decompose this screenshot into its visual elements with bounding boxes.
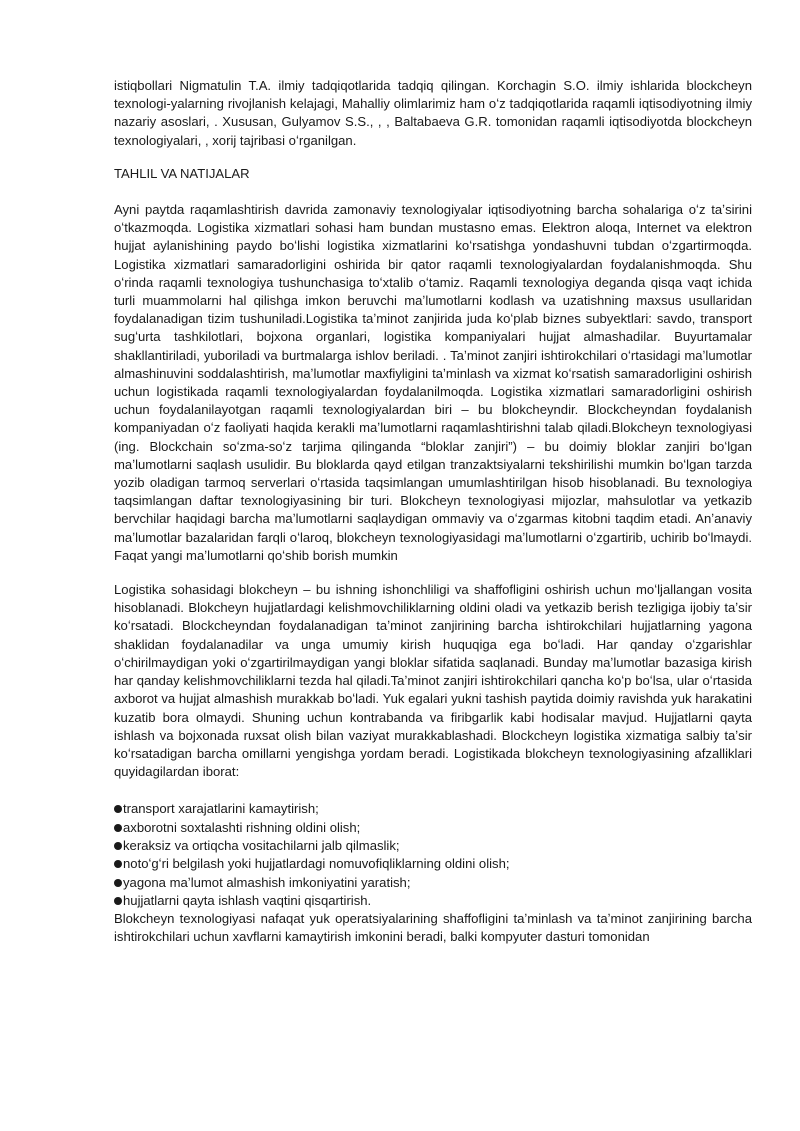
list-item: [114, 855, 752, 873]
list-item-text: keraksiz va ortiqcha vositachilarni jalb qilmaslik;: [123, 837, 400, 853]
body-paragraph-1: Ayni paytda raqamlashtirish davrida zamonaviy texnologiyalar iqtisodiyotning barcha sohalariga oʻz taʼsirini oʻtkazmoqda. Logistika xizmatlari sohasi ham bundan mustasno emas. Elektron aloqa, Internet va elektron hujjat aylanishining paydo boʻlishi logistika xizmatlarini koʻrsatishga yondashuvni tubdan oʻzgartirmoqda. Logistika xizmatlari samaradorligini oshirida bir qator raqamli texnologiyalardan foydalanishmoqda. Shu oʻrinda raqamli texnologiya tushunchasiga toʻxtalib oʻtamiz. Raqamli texnologiya deganda qisqa vaqt ichida turli muammolarni hal qilishga imkon beruvchi maʼlumotlarni kodlash va uzatishning maxsus usullaridan foydalanadigan tizim tushuniladi.Logistika taʼminot zanjirida juda koʻplab biznes subyektlari: savdo, transport sugʻurta tashkilotlari, bojxona organlari, logistika kompaniyalari hujjat almashadilar. Buyurtamalar shakllantiriladi, yuboriladi va burtmalarga ishlov beriladi. . Taʼminot zanjiri ishtirokchilari oʻrtasidagi maʼlumotlar almashinuvini soddalashtirish, maʼlumotlar maxfiyligini taʼminlash va xizmat koʻrsatish samaradorligini oshirish uchun logistikada raqamli texnologiyalardan foydalanilmoqda. Logistika xizmatlari samaradorligini oshirish uchun foydalanilayotgan raqamli texnologiyalardan biri – bu blokcheyndir. Blockcheyndan foydalanish kompaniyadan oʻz faoliyati haqida kerakli maʼlumotlarni raqamlashtirishni talab qiladi.Blokcheyn texnologiyasi (ing. Blockchain soʻzma-soʻz tarjima qilinganda “bloklar zanjiri”) – bu doimiy bloklar zanjiri boʻlgan maʼlumotlarni saqlash usulidir. Bu bloklarda qayd etilgan tranzaktsiyalarni tekshirilishi mumkin boʻlgan tarzda yozib oladigan tarmoq serverlari oʻrtasida taqsimlangan umumlashtirilgan hisob hisoblanadi. Bu texnologiya taqsimlangan daftar texnologiyasining bir turi. Blokcheyn texnologiyasi mijozlar, mahsulotlar va yetkazib bervchilar haqidagi barcha maʼlumotlarni saqlaydigan ommaviy va oʻzgarmas kitobni taqdim etadi. Anʼanaviy maʼlumotlar bazalaridan farqli oʻlaroq, blokcheyn texnologiyasidagi maʼlumotlarni oʻzgartirib, uchirib boʻlmaydi. Faqat yangi maʼlumotlarni qoʻshib borish mumkin: [114, 202, 752, 563]
section-heading: TAHLIL VA NATIJALAR: [114, 165, 250, 181]
list-item-text: yagona maʼlumot almashish imkoniyatini yaratish;: [123, 874, 411, 890]
body-paragraph-2: Logistika sohasidagi blokcheyn – bu ishning ishonchliligi va shaffofligini oshirish uchun moʻljallangan vosita hisoblanadi. Blokcheyn hujjatlardagi kelishmovchiliklarning oldini oladi va yetkazib berish tezligiga ijobiy taʼsir koʻrsatadi. Blockcheyndan foydalanadigan taʼminot zanjirining barcha ishtirokchilari hujjatlarning yagona shaklidan foydalanadilar va unga umumiy kirish huquqiga ega boʻladi. Har qanday oʻzgarishlar oʻchirilmaydigan yoki oʻzgartirilmaydigan yangi bloklar sifatida saqlanadi. Bunday maʼlumotlar bazasiga kirish har qanday kelishmovchiliklarni tezda hal qiladi.Taʼminot zanjiri ishtirokchilari qancha koʻp boʻlsa, ular oʻrtasida axborot va hujjat almashish murakkab boʻladi. Yuk egalari yukni tashish paytida doimiy ravishda yuk harakatini kuzatib bora olmaydi. Shuning uchun kontrabanda va firibgarlik kabi hodisalar mavjud. Hujjatlarni qayta ishlash va bojxonada ruxsat olish bilan vaziyat murakkablashadi. Blockcheyn logistika xizmatiga salbiy taʼsir koʻrsatadigan barcha omillarni yengishga yordam beradi. Logistikada blokcheyn texnologiyasining afzalliklari quyidagilardan iborat:: [114, 582, 752, 780]
list-item: [114, 892, 752, 910]
list-item: [114, 819, 752, 837]
list-item: [114, 800, 752, 818]
intro-paragraph: istiqbollari Nigmatulin T.A. ilmiy tadqiqotlarida tadqiq qilingan. Korchagin S.O. ilmiy ishlarida blockcheyn texnologi-yalarning rivojlanish kelajagi, Mahalliy olimlarimiz ham oʻz tadqiqotlarida raqamli iqtisodiyotning ilmiy nazariy asoslari, . Xususan, Gulyamov S.S., , , Baltabaeva G.R. tomonidan raqamli iqtisodiyotda blockcheyn texnologiyalari, , xorij tajribasi oʻrganilgan.: [114, 78, 752, 148]
closing-paragraph: Blokcheyn texnologiyasi nafaqat yuk operatsiyalarining shaffofligini taʼminlash va taʼminot zanjirining barcha ishtirokchilari uchun xavflarni kamaytirish imkonini beradi, balki kompyuter dasturi tomonidan: [114, 911, 752, 945]
list-item-text: hujjatlarni qayta ishlash vaqtini qisqartirish.: [123, 892, 372, 908]
list-item: [114, 837, 752, 855]
list-item: [114, 874, 752, 892]
advantages-list: [114, 800, 752, 910]
document-page: [114, 77, 752, 947]
bullet-icon: [114, 824, 122, 832]
list-item-text: axborotni soxtalashti rishning oldini olish;: [123, 819, 361, 835]
list-item-text: transport xarajatlarini kamaytirish;: [123, 801, 319, 817]
bullet-icon: [114, 897, 122, 905]
bullet-icon: [114, 879, 122, 887]
bullet-icon: [114, 842, 122, 850]
list-item-text: notoʻgʻri belgilash yoki hujjatlardagi nomuvofiqliklarning oldini olish;: [123, 856, 510, 872]
bullet-icon: [114, 860, 122, 868]
bullet-icon: [114, 805, 122, 813]
